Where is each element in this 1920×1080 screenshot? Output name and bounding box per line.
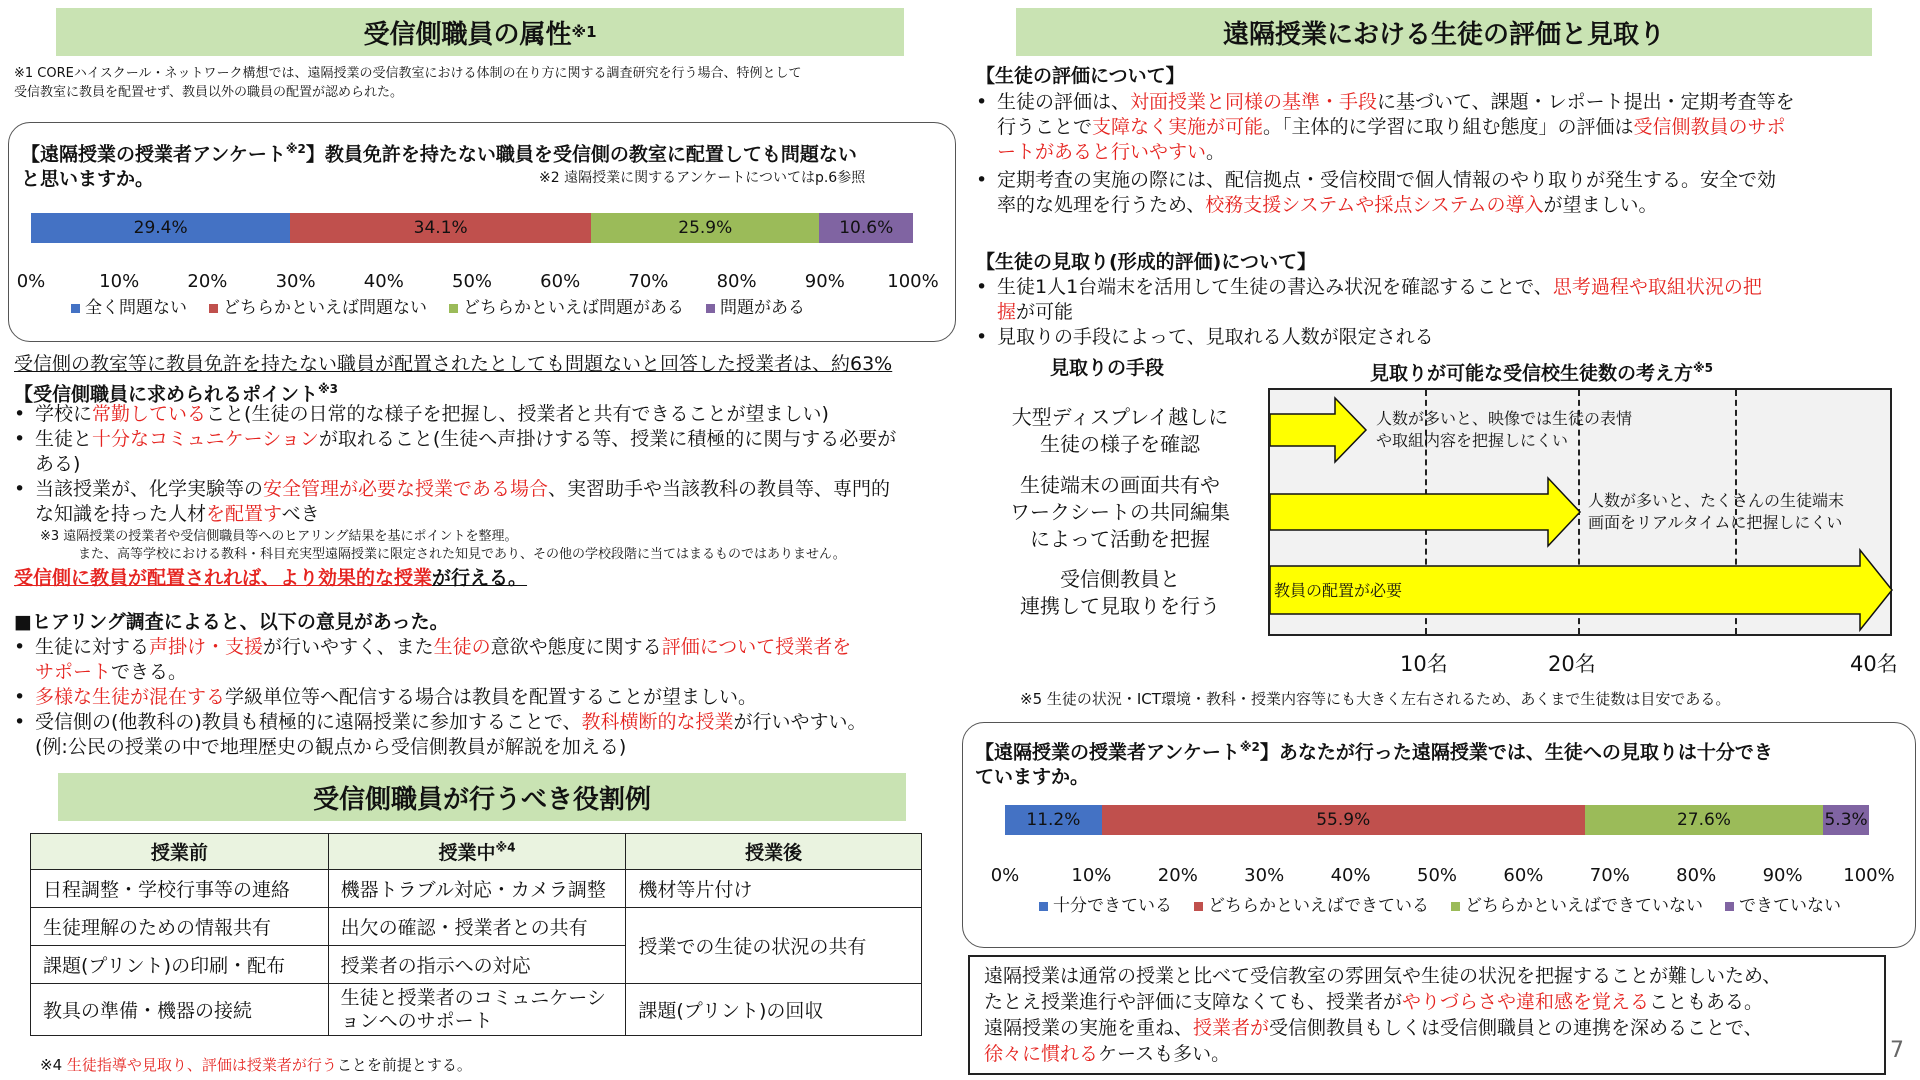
point-item: [14, 402, 964, 427]
text: 生徒の評価は、: [997, 91, 1131, 113]
count-label: [1370, 356, 1713, 386]
means-line: 生徒端末の画面共有や: [1020, 473, 1220, 497]
axis-tick: 60%: [540, 271, 581, 292]
caption-2: [1588, 490, 1844, 534]
highlight: 生徒の: [433, 636, 491, 658]
q-sup: ※2: [285, 142, 306, 156]
footnote-ref: ※1: [571, 23, 597, 41]
axis-tick: 10%: [1071, 865, 1112, 886]
table-cell: 日程調整・学校行事等の連絡: [31, 870, 329, 908]
legend-label: 十分できている: [1053, 896, 1172, 916]
legend-item: [706, 293, 805, 318]
means-3: [1000, 566, 1240, 620]
bar-segment: 11.2%: [1005, 805, 1102, 835]
survey-box-2: [962, 722, 1916, 948]
axis-tick: 70%: [628, 271, 669, 292]
axis-tick: 60%: [1503, 865, 1544, 886]
q-part: と思いますか。: [21, 168, 155, 191]
conclusion-line: [984, 1041, 1870, 1067]
text: 率的な処理を行うため、: [997, 194, 1206, 216]
header-text: 遠隔授業における生徒の評価と見取り: [1222, 19, 1665, 50]
text: こと(生徒の日常的な様子を把握し、授業者と共有できることが望ましい): [206, 403, 829, 425]
table-cell: 授業者の指示への対応: [328, 946, 626, 984]
legend-label: 全く問題ない: [85, 298, 187, 318]
text: ※4: [40, 1056, 67, 1074]
table-row: [31, 908, 922, 946]
col-during: [328, 834, 626, 870]
section-header-evaluation: [1016, 8, 1872, 56]
text: たとえ授業進行や評価に支障なくても、授業者が: [984, 991, 1403, 1013]
axis-tick: 100%: [1843, 865, 1895, 886]
observation-title: 【生徒の見取り(形成的評価)について】: [976, 251, 1316, 273]
text: 生徒と: [35, 428, 93, 450]
highlight: を配置す: [206, 503, 282, 525]
axis-tick: 10%: [99, 271, 140, 292]
legend-item: [449, 293, 684, 318]
section-header-roles: [58, 773, 906, 821]
highlight: 思考過程や取組状況の把: [1552, 276, 1762, 298]
table-row: [31, 984, 922, 1036]
footnote-4: [40, 1054, 472, 1075]
axis-tick: 80%: [1676, 865, 1717, 886]
means-line: 生徒の様子を確認: [1040, 432, 1200, 456]
highlight: サポート: [35, 661, 112, 683]
text: 見取りの手段によって、見取れる人数が限定される: [997, 326, 1434, 348]
axis-tick: 90%: [1762, 865, 1803, 886]
section-header-staff-attributes: [56, 8, 904, 56]
highlight: 多様な生徒が混在する: [35, 686, 226, 708]
axis-tick: 20%: [187, 271, 228, 292]
legend-label: できていない: [1739, 896, 1841, 916]
conclusion-line: 遠隔授業は通常の授業と比べて受信教室の雰囲気や生徒の状況を把握することが難しいため、: [984, 965, 1782, 987]
q-part: 】あなたが行った遠隔授業では、生徒への見取りは十分でき: [1259, 741, 1773, 764]
highlight: 対面授業と同様の基準・手段: [1130, 91, 1378, 113]
axis-tick: 50%: [1416, 865, 1458, 886]
q-sup: ※2: [1239, 740, 1260, 754]
cell-line: 生徒と授業者のコミュニケーシ: [340, 986, 606, 1009]
count-label-text: 見取りが可能な受信校生徒数の考え方: [1370, 362, 1694, 385]
arrow-1: [1270, 398, 1366, 462]
bar-segment: 5.3%: [1823, 805, 1869, 835]
caption-3: 教員の配置が必要: [1274, 581, 1403, 600]
axis-tick: 100%: [887, 271, 939, 292]
hearing-title: ■ヒアリング調査によると、以下の意見があった。: [14, 611, 449, 633]
legend-label: どちらかといえば問題がある: [463, 298, 684, 318]
observation-item: [976, 275, 1896, 325]
legend-swatch: [1194, 902, 1203, 911]
legend-label: 問題がある: [720, 298, 805, 318]
page-number: 7: [1890, 1038, 1904, 1063]
point-item: [14, 427, 964, 477]
legend-item: [1194, 891, 1429, 916]
q-part: 【遠隔授業の授業者アンケート: [975, 741, 1240, 764]
means-label: 見取りの手段: [1050, 357, 1165, 379]
col-during-text: 授業中: [438, 842, 496, 864]
highlight: 常勤している: [92, 403, 207, 425]
axis-tick: 80%: [716, 271, 757, 292]
text: ケースも多い。: [1098, 1043, 1231, 1065]
highlight: やりづらさや違和感を覚える: [1402, 991, 1650, 1013]
hearing-item: [14, 685, 964, 710]
table-cell: 課題(プリント)の印刷・配布: [31, 946, 329, 984]
header-text: 受信側職員の属性: [363, 19, 572, 50]
text: が取れること(生徒へ声掛けする等、授業に積極的に関与する必要が: [318, 428, 897, 450]
text: が行いやすく、また: [263, 636, 434, 658]
survey-summary: 受信側の教室等に教員免許を持たない職員が配置されたとしても問題ないと回答した授業者は、約63%: [14, 353, 893, 375]
axis-tick: 40%: [1330, 865, 1371, 886]
highlight: 授業者が: [1193, 1017, 1270, 1039]
text: 生徒1人1台端末を活用して生徒の書込み状況を確認することで、: [997, 276, 1553, 298]
footnote-1-line2: 受信教室に教員を配置せず、教員以外の職員の配置が認められた。: [14, 85, 403, 100]
footnote-1-line1: ※1 COREハイスクール・ネットワーク構想では、遠隔授業の受信教室における体制の在り方に関する調査研究を行う場合、特例として: [14, 66, 802, 81]
conclusion-line: [984, 1015, 1870, 1041]
means-line: ワークシートの共同編集: [1010, 500, 1230, 524]
highlight: ートがあると行いやすい: [997, 141, 1207, 163]
means-line: 大型ディスプレイ越しに: [1011, 405, 1229, 429]
legend-swatch: [1451, 902, 1460, 911]
means-line: によって活動を把握: [1030, 527, 1210, 551]
footnote-5: ※5 生徒の状況・ICT環境・教科・授業内容等にも大きく左右されるため、あくまで生徒数は目安である。: [1020, 690, 1731, 708]
highlight: 握: [997, 301, 1017, 323]
hearing-list: [14, 635, 964, 760]
table-row: [31, 870, 922, 908]
header-text: 受信側職員が行うべき役割例: [312, 784, 651, 815]
means-1: [1000, 404, 1240, 458]
text: べき: [281, 503, 320, 525]
legend-swatch: [449, 304, 458, 313]
eval-list: [976, 90, 1896, 218]
table-cell: 出欠の確認・授業者との共有: [328, 908, 626, 946]
emphasis-highlight: 受信側に教員が配置されれば、より効果的な授業: [14, 567, 433, 589]
legend-item: [209, 293, 427, 318]
survey-2-question: [975, 735, 1895, 790]
legend-label: どちらかといえばできている: [1208, 896, 1429, 916]
survey-2-axis: [990, 865, 1895, 887]
highlight: 生徒指導や見取り、評価は授業者が行う: [66, 1056, 337, 1074]
text: 受信側教員もしくは受信側職員との連携を深めることで、: [1269, 1017, 1763, 1039]
text: が行いやすい。: [733, 711, 867, 733]
conclusion-box: [968, 955, 1886, 1075]
text: な知識を持った人材: [35, 503, 207, 525]
hearing-item: [14, 635, 964, 685]
table-cell: 生徒理解のための情報共有: [31, 908, 329, 946]
text: ある): [35, 453, 81, 475]
q-part: 】教員免許を持たない職員を受信側の教室に配置しても問題ない: [305, 143, 857, 166]
text: 当該授業が、化学実験等の: [35, 478, 264, 500]
highlight: 教科横断的な授業: [581, 711, 734, 733]
text: 、実習助手や当該教科の教員等、専門的: [548, 478, 891, 500]
legend-swatch: [71, 304, 80, 313]
bar-segment: 25.9%: [591, 213, 819, 243]
text: 学級単位等へ配信する場合は教員を配置することが望ましい。: [225, 686, 758, 708]
footnote-3-line2: また、高等学校における教科・科目充実型遠隔授業に限定された知見であり、その他の学校段階に当てはまるものではありません。: [78, 547, 846, 562]
table-header-row: [31, 834, 922, 870]
legend-swatch: [1725, 902, 1734, 911]
bar-segment: 34.1%: [290, 213, 591, 243]
text: 遠隔授業の実施を重ね、: [984, 1017, 1194, 1039]
bar-segment: 10.6%: [819, 213, 912, 243]
survey-box-1: [8, 122, 956, 342]
conclusion-line: [984, 989, 1870, 1015]
survey-1-axis: [16, 271, 939, 293]
col-before: 授業前: [31, 834, 329, 870]
emphasis-tail: が行える。: [432, 567, 528, 589]
highlight: 十分なコミュニケーション: [92, 428, 319, 450]
legend-item: [1039, 891, 1172, 916]
tick-10: 10名: [1400, 652, 1448, 676]
points-list: [14, 402, 964, 527]
legend-label: どちらかといえば問題ない: [223, 298, 427, 318]
text: 。: [1206, 141, 1226, 163]
survey-2-legend: [1039, 891, 1841, 916]
legend-swatch: [1039, 902, 1048, 911]
means-line: 受信側教員と: [1060, 567, 1180, 591]
hearing-item: [14, 710, 964, 760]
highlight: 支障なく実施が可能: [1092, 116, 1264, 138]
legend-item: [1451, 891, 1703, 916]
point-item: [14, 477, 964, 527]
axis-tick: 0%: [16, 271, 46, 292]
bar-segment: 27.6%: [1585, 805, 1823, 835]
legend-swatch: [706, 304, 715, 313]
axis-tick: 90%: [804, 271, 845, 292]
col-after: 授業後: [626, 834, 922, 870]
eval-title: 【生徒の評価について】: [976, 65, 1185, 87]
roles-table: [30, 833, 922, 1036]
highlight: 受信側教員のサポ: [1633, 116, 1786, 138]
survey-2-bar: [1005, 805, 1869, 835]
text: が望ましい。: [1543, 194, 1658, 216]
bar-segment: 55.9%: [1102, 805, 1585, 835]
text: が可能: [1016, 301, 1074, 323]
text: 。「主体的に学習に取り組む態度」の評価は: [1263, 116, 1634, 138]
legend-item: [71, 293, 187, 318]
footnote-3-line1: ※3 遠隔授業の授業者や受信側職員等へのヒアリング結果を基にポイントを整理。: [40, 529, 518, 544]
emphasis-statement: [14, 566, 527, 591]
table-cell: 教具の準備・機器の接続: [31, 984, 329, 1036]
axis-tick: 40%: [363, 271, 404, 292]
caption-line: や取組内容を把握しにくい: [1376, 431, 1569, 450]
text: ことを前提とする。: [336, 1056, 472, 1074]
axis-tick: 70%: [1589, 865, 1630, 886]
survey-1-note: ※2 遠隔授業に関するアンケートについてはp.6参照: [539, 170, 866, 186]
count-sup: ※5: [1693, 361, 1714, 375]
cell-line: ョンへのサポート: [340, 1009, 493, 1032]
table-cell: 機器トラブル対応・カメラ調整: [328, 870, 626, 908]
survey-1-bar: [31, 213, 913, 243]
tick-20: 20名: [1548, 652, 1596, 676]
legend-swatch: [209, 304, 218, 313]
footnote-1: [14, 64, 954, 102]
eval-item: [976, 90, 1896, 165]
text: 意欲や態度に関する: [490, 636, 662, 658]
axis-tick: 30%: [1244, 865, 1285, 886]
table-cell: [328, 984, 626, 1036]
highlight: 評価について授業者を: [661, 636, 852, 658]
axis-tick: 50%: [451, 271, 493, 292]
highlight: 徐々に慣れる: [984, 1043, 1099, 1065]
highlight: 校務支援システムや採点システムの導入: [1205, 194, 1544, 216]
text: こともある。: [1649, 991, 1764, 1013]
table-cell: 機材等片付け: [626, 870, 922, 908]
q-part: ていますか。: [975, 766, 1090, 789]
q-part: 【遠隔授業の授業者アンケート: [21, 143, 286, 166]
text: 行うことで: [997, 116, 1093, 138]
legend-label: どちらかといえばできていない: [1465, 896, 1703, 916]
caption-line: 画面をリアルタイムに把握しにくい: [1588, 513, 1843, 532]
text: に基づいて、課題・レポート提出・定期考査等を: [1377, 91, 1795, 113]
text: 定期考査の実施の際には、配信拠点・受信校間で個人情報のやり取りが発生する。安全で効: [997, 169, 1777, 191]
table-cell: 授業での生徒の状況の共有: [626, 908, 922, 984]
caption-1: [1376, 408, 1632, 452]
eval-item: [976, 168, 1896, 218]
highlight: 安全管理が必要な授業である場合: [263, 478, 549, 500]
text: 生徒に対する: [35, 636, 150, 658]
caption-line: 人数が多いと、たくさんの生徒端末: [1588, 491, 1845, 510]
survey-1-legend: [71, 293, 805, 318]
axis-tick: 20%: [1157, 865, 1198, 886]
points-title-text: 【受信側職員に求められるポイント: [14, 383, 319, 406]
observation-item: [976, 325, 1896, 350]
text: できる。: [111, 661, 188, 683]
text: (例:公民の授業の中で地理歴史の観点から受信側教員が解説を加える): [35, 736, 627, 758]
highlight: 声掛け・支援: [149, 636, 264, 658]
col-during-sup: ※4: [495, 840, 516, 855]
arrow-2: [1270, 478, 1580, 546]
axis-tick: 30%: [275, 271, 316, 292]
means-line: 連携して見取りを行う: [1020, 594, 1220, 618]
text: 受信側の(他教科の)教員も積極的に遠隔授業に参加することで、: [35, 711, 582, 733]
observation-list: [976, 275, 1896, 350]
footnote-3: [40, 528, 846, 564]
tick-40: 40名: [1850, 652, 1898, 676]
bar-segment: 29.4%: [31, 213, 290, 243]
table-cell: 課題(プリント)の回収: [626, 984, 922, 1036]
text: 学校に: [35, 403, 93, 425]
legend-item: [1725, 891, 1841, 916]
axis-tick: 0%: [990, 865, 1020, 886]
capacity-diagram: [1268, 388, 1892, 636]
means-2: [1000, 472, 1240, 553]
points-sup: ※3: [318, 382, 339, 396]
caption-line: 人数が多いと、映像では生徒の表情: [1376, 409, 1633, 428]
